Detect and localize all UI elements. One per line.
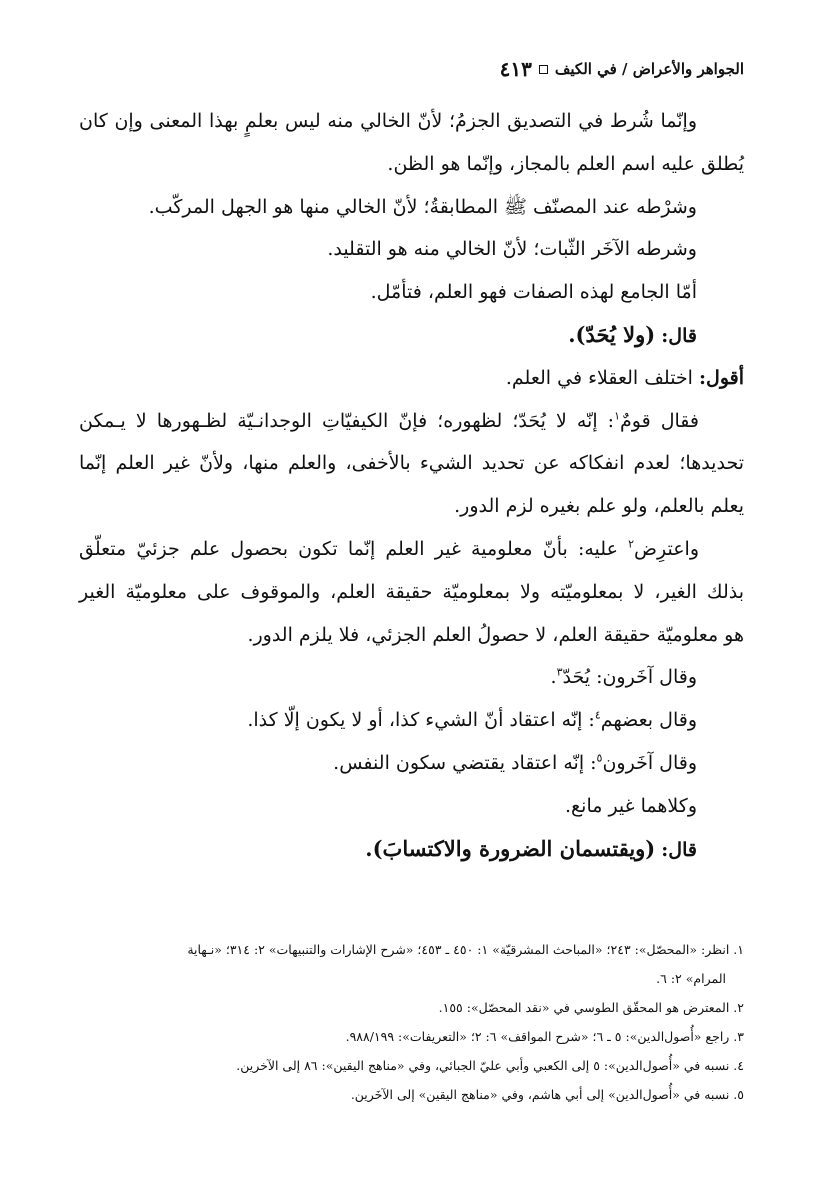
matn-quote: (ولا يُحَدّ). (568, 321, 656, 347)
text-run: . (550, 666, 557, 689)
text-run: وقال آخَرون (602, 751, 697, 774)
text-line (79, 357, 744, 400)
footnote-ref: ٤ (594, 708, 601, 722)
qala-label: قال: (661, 838, 697, 861)
commentary-text: اختلف العقلاء في العلم. (505, 366, 693, 389)
footnote-5: ٥. نسبه في «أُصول‌الدين» إلى أبي هاشم، وفي «مناهج اليقين» إلى الآخَرين. (350, 1087, 744, 1102)
text-line (79, 400, 744, 443)
text-run: : إنّه لا يُحَدّ؛ لظهوره؛ فإنّ الكيفيّاتِ الوجدانـيّة لظـهورها لا يـمكن (79, 409, 615, 432)
matn-quote: (ويقتسمان الضرورة والاكتسابَ). (365, 835, 656, 861)
text-line: تحديدها؛ لعدم انفكاكه عن تحديد الشيء بالأخفى، والعلم منها، ولأنّ غير العلم إنّما (79, 452, 744, 475)
footnote-ref: ٣ (556, 666, 563, 680)
text-line (79, 742, 744, 785)
text-line (79, 699, 744, 742)
page-number: ٤١٣ (499, 57, 532, 81)
text-run: فقال قومٌ (620, 409, 699, 432)
text-run: : إنّه اعتقاد أنّ الشيء كذا، أو لا يكون إلّا كذا. (247, 709, 595, 732)
text-line (79, 314, 744, 357)
footnote-1: ١. انظر: «المحصّل»: ٢٤٣؛ «المباحث المشرقيّة» ١: ٤٥٠ ـ ٤٥٣؛ «شرح الإشارات والتنبيهات» ٢: ٣١٤؛ «نـهاية (187, 942, 744, 957)
text-run: وقال آخَرون: يُحَدّ (562, 666, 697, 689)
text-line: بذلك الغير، لا بمعلوميّته ولا بمعلوميّة حقيقة العلم، والموقوف على معلوميّة الغير (79, 580, 744, 603)
text-line: وشرطه الآخَر الثّبات؛ لأنّ الخالي منه هو التقليد. (327, 238, 697, 261)
text-run: عليه: بأنّ معلومية غير العلم إنّما تكون بحصول علم جزئيّ متعلّق (79, 537, 629, 560)
footnote-ref: ١ (614, 409, 620, 423)
footnote-ref: ٥ (596, 751, 603, 765)
text-line: أمّا الجامع لهذه الصفات فهو العلم، فتأمّل. (370, 281, 697, 304)
text-line: وكلاهما غير مانع. (565, 794, 697, 817)
square-separator-icon (539, 65, 548, 74)
footnote-3: ٣. راجع «أُصول‌الدين»: ٥ ـ ٦؛ «شرح المواقف» ٦: ٢؛ «التعريفات»: ٩٨٨/١٩٩. (345, 1029, 744, 1044)
footnotes (60, 935, 744, 1109)
text-run: : إنّه اعتقاد يقتضي سكون النفس. (333, 751, 597, 774)
body-text (79, 100, 744, 870)
text-run: واعترِض (634, 537, 699, 560)
aqulu-label: أقول: (699, 366, 744, 389)
text-line: هو معلوميّة حقيقة العلم، لا حصولُ العلم الجزئي، فلا يلزم الدور. (247, 623, 744, 646)
text-line: يُطلق عليه اسم العلم بالمجاز، وإنّما هو الظن. (387, 152, 744, 175)
text-line: وإنّما شُرط في التصديق الجزمُ؛ لأنّ الخالي منه ليس بعلمٍ بهذا المعنى وإن كان (79, 110, 697, 132)
running-title: الجواهر والأعراض / في الكيف (554, 60, 744, 78)
text-run: وقال بعضهم (600, 709, 697, 732)
text-line (79, 828, 744, 871)
text-line: وشرْطه عند المصنّف ﷺ المطابقةُ؛ لأنّ الخالي منها هو الجهل المركّب. (148, 195, 697, 218)
footnote-1-cont: المرام» ٢: ٦. (656, 971, 726, 986)
qala-label: قال: (661, 324, 697, 347)
running-header (79, 56, 744, 82)
footnote-4: ٤. نسبه في «أُصول‌الدين»: ٥ إلى الكعبي وأبي عليّ الجبائي، وفي «مناهج اليقين»: ٨٦ إلى الآخرين. (236, 1058, 744, 1073)
text-line (79, 656, 744, 699)
text-line (79, 528, 744, 571)
footnote-ref: ٢ (628, 537, 635, 551)
text-line: يعلم بالعلم، ولو علم بغيره لزم الدور. (454, 495, 744, 518)
footnote-2: ٢. المعترض هو المحقّق الطوسي في «نقد المحصّل»: ١٥٥. (438, 1000, 744, 1015)
